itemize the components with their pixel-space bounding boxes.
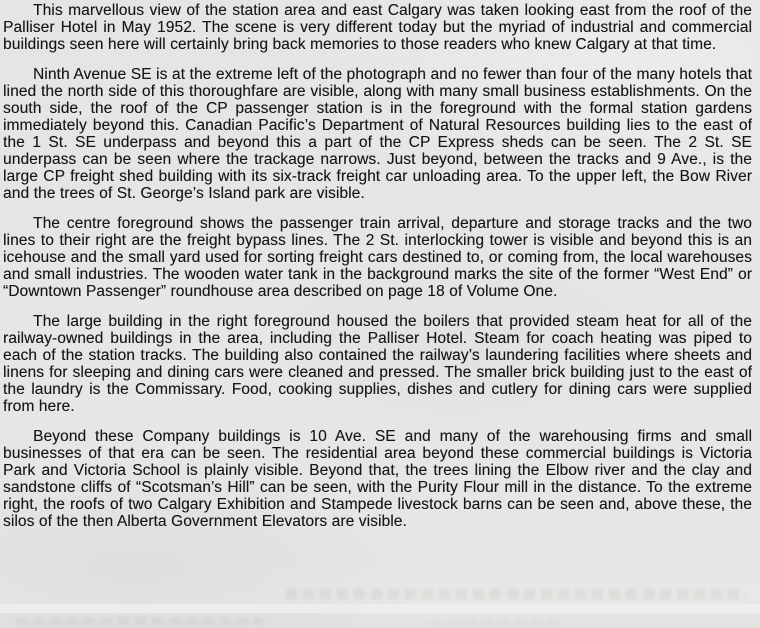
paragraph-beyond-company-buildings: Beyond these Company buildings is 10 Ave. SE and many of the warehousing firms and small businesses of that era can be seen. The residential area beyond these commercial buildings is Victoria Park and Victoria School is plainly visible. Beyond that, the trees lining the Elbow river and the clay and sandstone cliffs of “Scotsman’s Hill” can be seen, with the Purity Flour mill in the distance. To the extreme right, the roofs of two Calgary Exhibition and Stampede livestock barns can be seen and, above these, the silos of the then Alberta Government Elevators are visible. bbox=[3, 428, 752, 530]
ink-bleedthrough-artifact bbox=[16, 617, 264, 625]
body-text bbox=[3, 2, 752, 543]
paragraph-boiler-building: The large building in the right foreground housed the boilers that provided steam heat for all of the railway-owned buildings in the area, including the Palliser Hotel. Steam for coach heating was piped to each of the station tracks. The building also contained the railway’s laundering facilities where sheets and linens for sleeping and dining cars were cleaned and pressed. The smaller brick building just to the east of the laundry is the Commissary. Food, cooking supplies, dishes and cutlery for dining cars were supplied from here. bbox=[3, 313, 752, 415]
paragraph-overview: This marvellous view of the station area and east Calgary was taken looking east from the roof of the Palliser Hotel in May 1952. The scene is very different today but the myriad of industrial and commercial buildings seen here will certainly bring back memories to those readers who knew Calgary at that time. bbox=[3, 2, 752, 53]
paragraph-ninth-avenue: Ninth Avenue SE is at the extreme left of the photograph and no fewer than four of the many hotels that lined the north side of this thoroughfare are visible, along with many small business establishments. On the south side, the roof of the CP passenger station is in the foreground with the formal station gardens immediately beyond this. Canadian Pacific’s Department of Natural Resources building lies to the east of the 1 St. SE underpass and beyond this a part of the CP Express sheds can be seen. The 2 St. SE underpass can be seen where the trackage narrows. Just beyond, between the tracks and 9 Ave., is the large CP freight shed building with its six-track freight car unloading area. To the upper left, the Bow River and the trees of St. George’s Island park are visible. bbox=[3, 66, 752, 202]
ink-bleedthrough-artifact bbox=[286, 589, 746, 600]
ink-bleedthrough-artifact bbox=[430, 619, 560, 626]
paragraph-centre-foreground: The centre foreground shows the passenger train arrival, departure and storage tracks and the two lines to their right are the freight bypass lines. The 2 St. interlocking tower is visible and beyond this is an icehouse and the small yard used for sorting freight cars destined to, or coming from, the local warehouses and small industries. The wooden water tank in the background marks the site of the former “West End” or “Downtown Passenger” roundhouse area described on page 18 of Volume One. bbox=[3, 215, 752, 300]
scanner-light-band bbox=[0, 604, 760, 613]
